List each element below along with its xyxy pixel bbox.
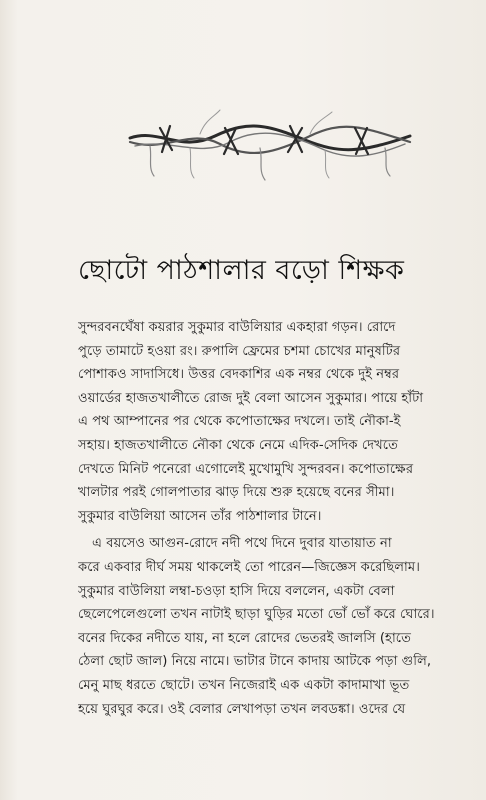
text-line: সুকুমার বাউলিয়া লম্বা-চওড়া হাসি দিয়ে বললেন, একটা বেলা xyxy=(78,583,395,599)
text-line: পুড়ে তামাটে হওয়া রং। রুপালি ফ্রেমের চশমা চোখের মানুষটির xyxy=(78,343,401,359)
paragraph xyxy=(78,316,436,528)
text-line: পোশাকও সাদাসিধে। উত্তর বেদকাশির এক নম্বর থেকে দুই নম্বর xyxy=(78,367,400,383)
text-line: ঠেলা ছোট জাল) নিয়ে নামে। ভাটার টানে কাদায় আটকে পড়া গুলি, xyxy=(78,654,432,670)
chapter-title: ছোটো পাঠশালার বড়ো শিক্ষক xyxy=(78,255,405,286)
text-line: বনের দিকের নদীতে যায়, না হলে রোদের ভেতরই জালসি (হাতে xyxy=(78,630,411,646)
text-line: করে একবার দীর্ঘ সময় থাকলেই তো পারেন—জিজ্ঞেস করেছিলাম। xyxy=(78,559,420,575)
text-line: এ পথ আম্পানের পর থেকে কপোতাক্ষের দখলে। তাই নৌকা-ই xyxy=(78,414,401,430)
paragraph xyxy=(78,532,436,721)
text-line: মেনু মাছ ধরতে ছোটে। তখন নিজেরাই এক একটা কাদামাখা ভূত xyxy=(78,677,410,693)
text-line: সহায়। হাজতখালীতে নৌকা থেকে নেমে এদিক-সেদিক দেখতে xyxy=(78,437,398,453)
body-text xyxy=(78,316,436,721)
text-line: ওয়ার্ডের হাজতখালীতে রোজ দুই বেলা আসেন সুকুমার। পায়ে হাঁটা xyxy=(78,390,424,406)
text-line: হয়ে ঘুরঘুর করে। ওই বেলার লেখাপড়া তখন লবডঙ্কা। ওদের যে xyxy=(78,701,406,717)
barbed-wire-icon xyxy=(120,98,420,188)
text-line: সুন্দরবনঘেঁষা কয়রার সুকুমার বাউলিয়ার একহারা গড়ন। রোদে xyxy=(78,320,396,335)
text-line: এ বয়সেও আগুন-রোদে নদী পথে দিনে দুবার যাতায়াত না xyxy=(92,536,392,552)
text-line: ছেলেপেলেগুলো তখন নাটাই ছাড়া ঘুড়ির মতো ভোঁ ভোঁ করে ঘোরে। xyxy=(78,607,435,623)
text-line: খালটার পরই গোলপাতার ঝাড় দিয়ে শুরু হয়েছে বনের সীমা। xyxy=(78,485,395,501)
text-line: সুকুমার বাউলিয়া আসেন তাঁর পাঠশালার টানে। xyxy=(78,508,322,524)
text-line: দেখতে মিনিট পনেরো এগোলেই মুখোমুখি সুন্দরবন। কপোতাক্ষের xyxy=(78,461,414,477)
